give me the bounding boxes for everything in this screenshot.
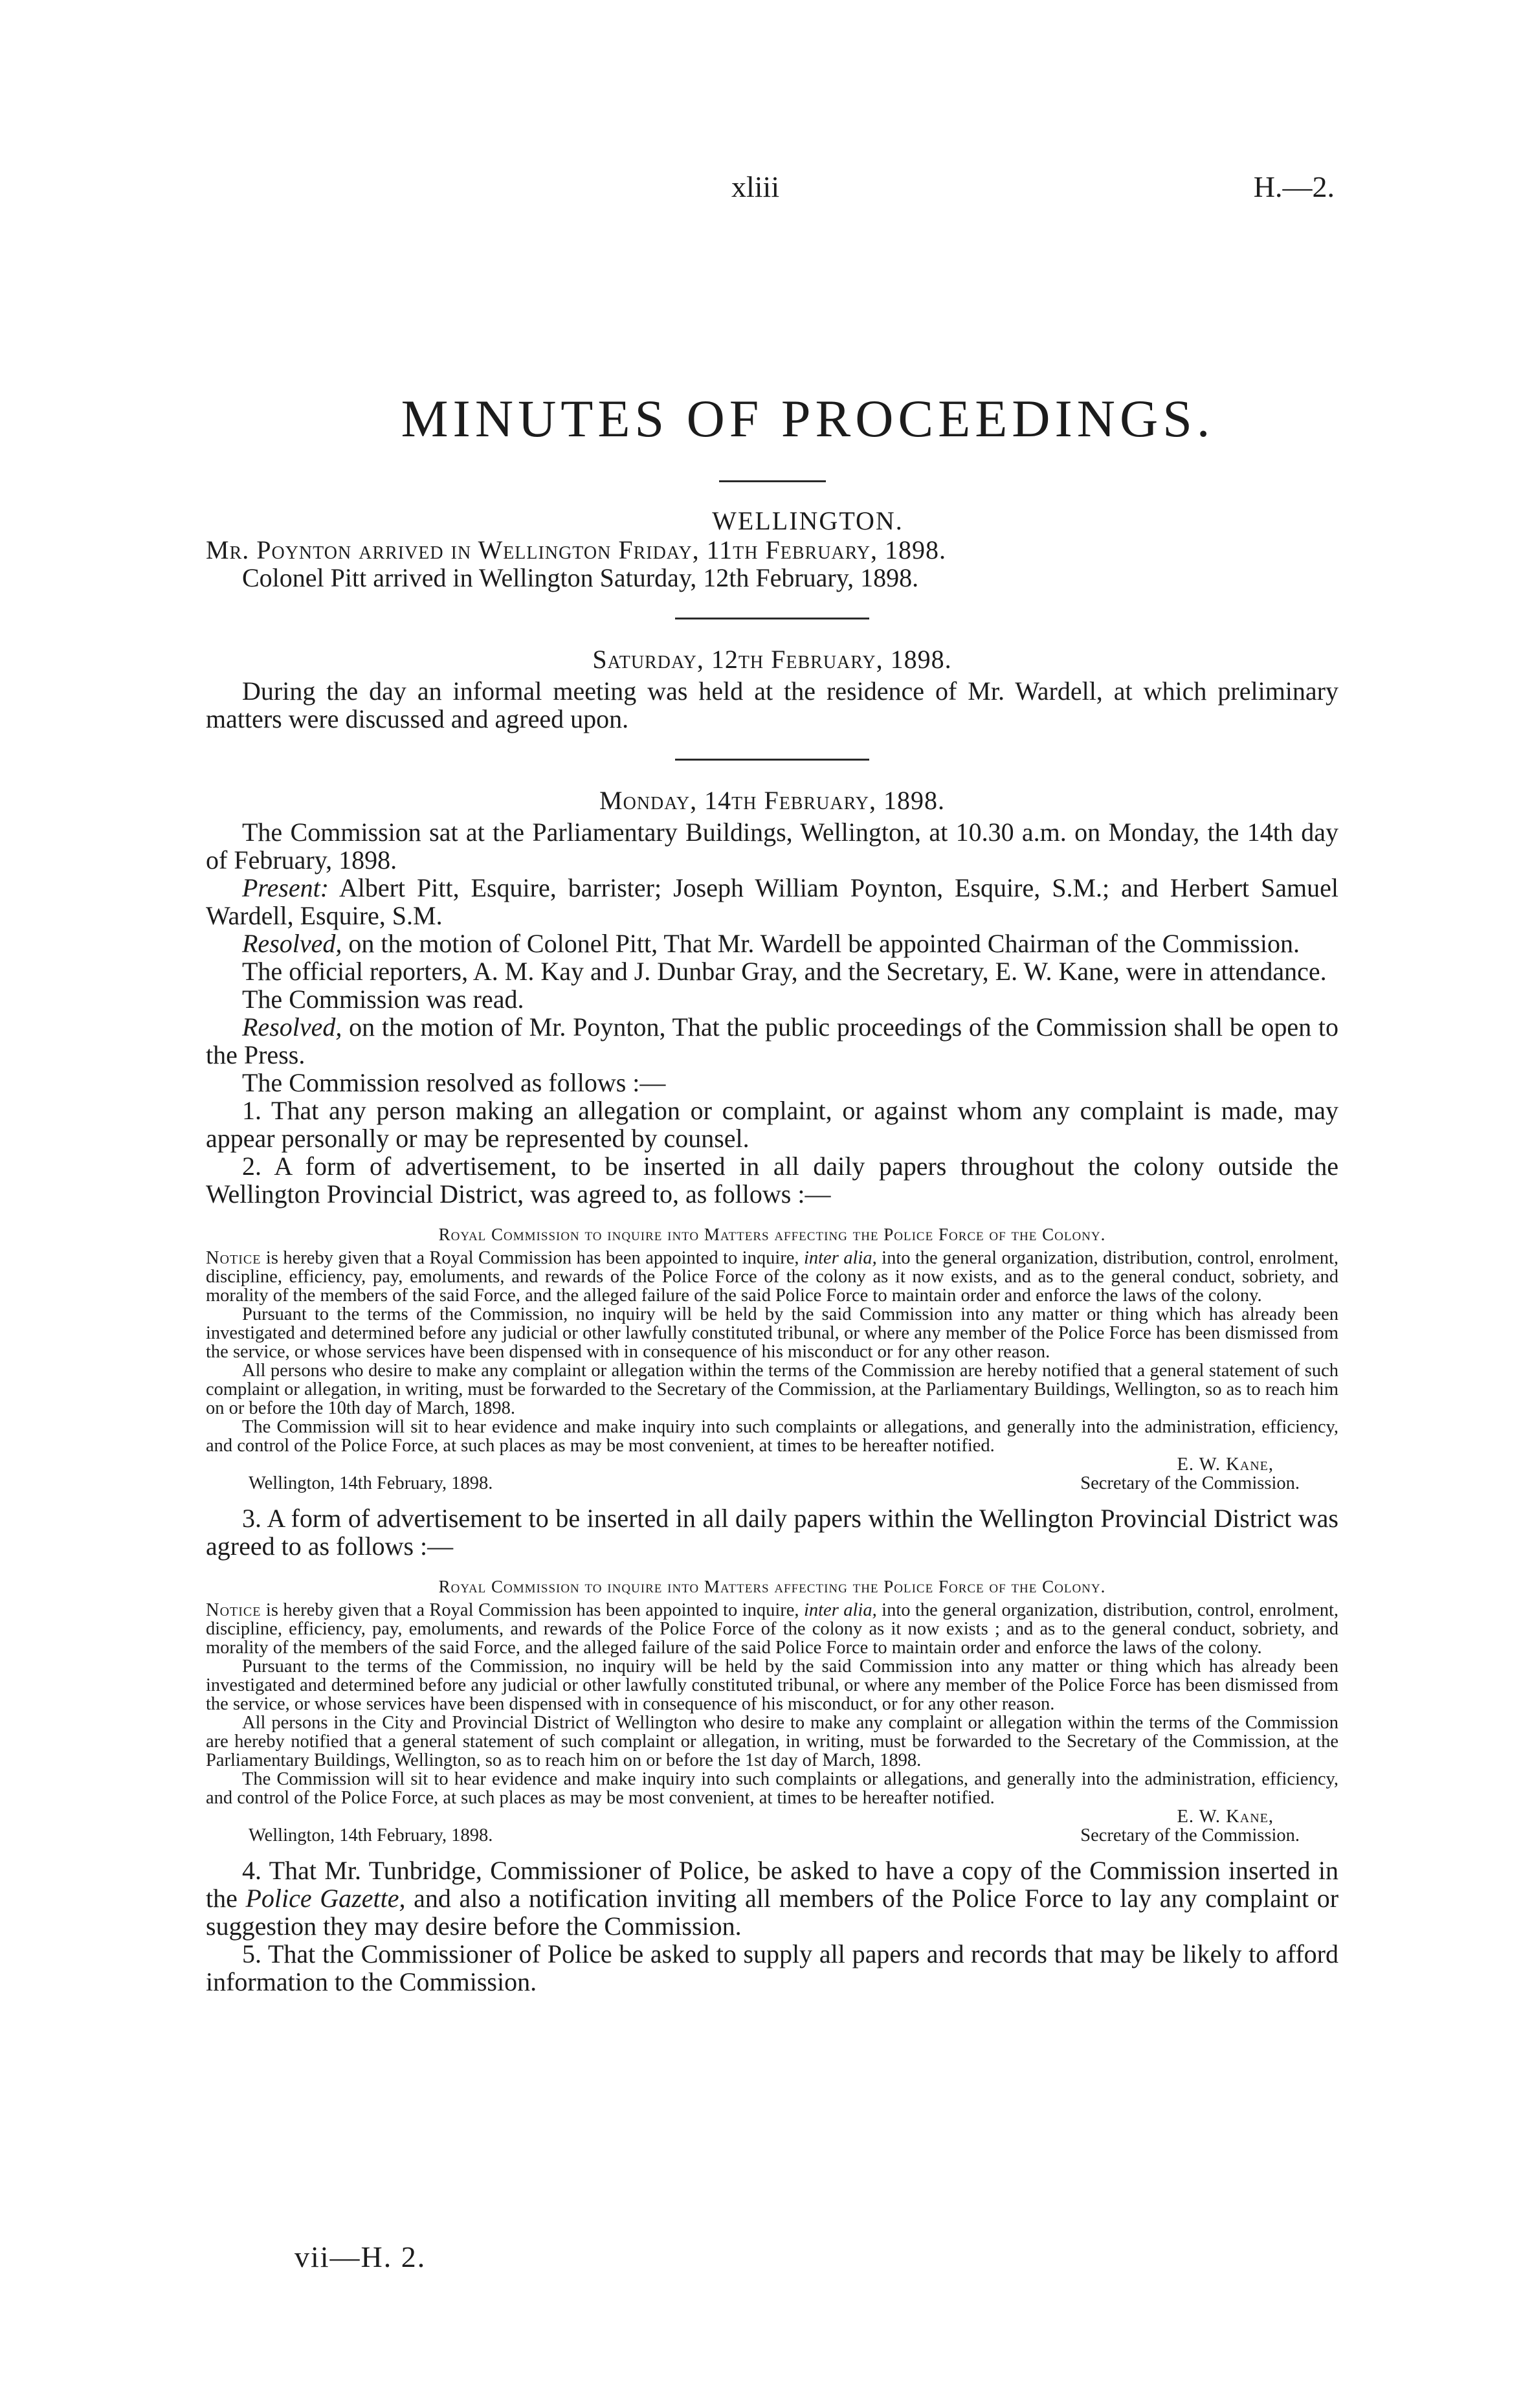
notice-heading: Royal Commission to inquire into Matters affecting the Police Force of the Colony.: [438, 1225, 1106, 1244]
document-reference: H.—2.: [1253, 170, 1335, 203]
inter-alia: inter alia,: [803, 1600, 877, 1620]
resolution-press: [206, 1013, 1338, 1069]
item-3: 3. A form of advertisement to be inserted in all daily papers within the Wellington Provincial District was agreed to as follows :—: [206, 1504, 1338, 1561]
page-title: MINUTES OF PROCEEDINGS.: [401, 389, 1215, 448]
signatory-title: Secretary of the Commission.: [1080, 1825, 1300, 1845]
page-number: xliii: [731, 170, 780, 203]
present-paragraph: [206, 874, 1338, 930]
running-header: [0, 170, 1521, 208]
notice-paragraph: [206, 1249, 1338, 1305]
resolved-as-follows: The Commission resolved as follows :—: [242, 1068, 666, 1097]
notice-paragraph: The Commission will sit to hear evidence and make inquiry into such complaints or allegations, and generally into the administration, efficiency, and control of the Police Force, at such places as may be most convenient, at times to be hereafter notified.: [206, 1769, 1338, 1808]
notice-word: Notice: [206, 1600, 261, 1620]
signature-row: [206, 1474, 1338, 1493]
notice-paragraph: [206, 1601, 1338, 1657]
notice-paragraph: Pursuant to the terms of the Commission, no inquiry will be held by the said Commission into any matter or thing which has already been investigated and determined before any judicial or other lawfully constituted tribunal, or where any member of the Police Force has been dismissed from the service, or whose services have been dispensed with in consequence of his misconduct, or for any other reason.: [206, 1656, 1338, 1714]
resolution-chairman-text: on the motion of Colonel Pitt, That Mr. Wardell be appointed Chairman of the Commission.: [348, 929, 1300, 958]
item-5: 5. That the Commissioner of Police be asked to supply all papers and records that may be likely to afford information to the Commission.: [206, 1939, 1338, 1996]
signatory-title: Secretary of the Commission.: [1080, 1473, 1300, 1493]
resolution-press-text: on the motion of Mr. Poynton, That the public proceedings of the Commission shall be open to the Press.: [206, 1012, 1338, 1069]
item-4-text: 4. That Mr. Tunbridge, Commissioner of Police, be asked to have a copy of the Commission inserted in the: [206, 1856, 1338, 1913]
commission-read: The Commission was read.: [242, 985, 524, 1014]
present-text: Albert Pitt, Esquire, barrister; Joseph William Poynton, Esquire, S.M.; and Herbert Samuel Wardell, Esquire, S.M.: [206, 873, 1338, 930]
signature-row: [206, 1826, 1338, 1845]
resolved-label: Resolved,: [242, 1012, 342, 1042]
signatory-name: E. W. Kane,: [1177, 1455, 1274, 1475]
notice-paragraph: Pursuant to the terms of the Commission, no inquiry will be held by the said Commission into any matter or thing which has already been investigated and determined before any judicial or other lawfully constituted tribunal, or where any member of the Police Force has been dismissed from the service, or whose services have been dispensed with in consequence of his misconduct or for any other reason.: [206, 1304, 1338, 1362]
notice-text: is hereby given that a Royal Commission has been appointed to inquire,: [265, 1248, 799, 1268]
notice-paragraph: The Commission will sit to hear evidence and make inquiry into such complaints or allegations, and generally into the administration, efficiency, and control of the Police Force, at such places as may be most convenient, at times to be hereafter notified.: [206, 1417, 1338, 1456]
inter-alia: inter alia,: [803, 1248, 877, 1268]
police-gazette: Police Gazette,: [245, 1884, 406, 1913]
resolved-label: Resolved,: [242, 929, 342, 958]
resolution-chairman: [206, 930, 1338, 957]
notice-word: Notice: [206, 1248, 261, 1268]
notice-text: into the general organization, distribution, control, enrolment, discipline, efficiency, pay, emoluments, and rewards of the Police Force of the colony as it now exists ; and as to the general conduct, sobriety, and morality of the members of the said Force, and the alleged failure of the said Police Force to maintain order and enforce the laws of the colony.: [206, 1600, 1339, 1658]
notice-paragraph: All persons who desire to make any complaint or allegation within the terms of the Commission are hereby notified that a general statement of such complaint or allegation, in writing, must be forwarded to the Secretary of the Commission, at the Parliamentary Buildings, Wellington, so as to reach him on or before the 10th day of March, 1898.: [206, 1361, 1338, 1418]
item-4-text: and also a notification inviting all members of the Police Force to lay any complaint or suggestion they may desire before the Commission.: [206, 1884, 1339, 1941]
location-heading: WELLINGTON.: [712, 506, 904, 535]
notice-heading: Royal Commission to inquire into Matters affecting the Police Force of the Colony.: [438, 1577, 1106, 1596]
advertisement-notice-1: [206, 1225, 1338, 1493]
place-date: Wellington, 14th February, 1898.: [249, 1473, 493, 1493]
reporters-paragraph: The official reporters, A. M. Kay and J. Dunbar Gray, and the Secretary, E. W. Kane, were in attendance.: [242, 957, 1327, 986]
date-heading-saturday: Saturday, 12th February, 1898.: [592, 645, 952, 674]
present-label: Present:: [242, 873, 329, 902]
divider: [675, 759, 869, 761]
printer-signature: vii—H. 2.: [294, 2240, 427, 2273]
notice-text: into the general organization, distribution, control, enrolment, discipline, efficiency, pay, emoluments, and rewards of the Police Force of the colony as it now exists, and as to the general conduct, sobriety, and morality of the members of the said Force, and the alleged failure of the said Police Force to maintain order and enforce the laws of the colony.: [206, 1248, 1339, 1306]
advertisement-notice-2: [206, 1577, 1338, 1845]
notice-paragraph: All persons in the City and Provincial District of Wellington who desire to make any complaint or allegation within the terms of the Commission are hereby notified that a general statement of such complaint or allegation, in writing, must be forwarded to the Secretary of the Commission, at the Parliamentary Buildings, Wellington, so as to reach him on or before the 1st day of March, 1898.: [206, 1713, 1338, 1770]
notice-text: is hereby given that a Royal Commission has been appointed to inquire,: [265, 1600, 799, 1620]
divider: [719, 480, 826, 482]
signature-row: [206, 1455, 1338, 1474]
arrival-pitt: Colonel Pitt arrived in Wellington Saturday, 12th February, 1898.: [242, 563, 919, 592]
informal-meeting-paragraph: During the day an informal meeting was held at the residence of Mr. Wardell, at which preliminary matters were discussed and agreed upon.: [206, 676, 1338, 733]
item-1: 1. That any person making an allegation or complaint, or against whom any complaint is made, may appear personally or may be represented by counsel.: [206, 1096, 1338, 1153]
divider: [675, 618, 869, 619]
page-content: [206, 388, 1338, 1996]
signatory-name: E. W. Kane,: [1177, 1807, 1274, 1827]
arrival-poynton: Mr. Poynton arrived in Wellington Friday, 11th February, 1898.: [206, 535, 946, 564]
sitting-paragraph: The Commission sat at the Parliamentary Buildings, Wellington, at 10.30 a.m. on Monday, the 14th day of February, 1898.: [206, 818, 1338, 875]
signature-row: [206, 1807, 1338, 1826]
place-date: Wellington, 14th February, 1898.: [249, 1825, 493, 1845]
item-2: 2. A form of advertisement, to be inserted in all daily papers throughout the colony outside the Wellington Provincial District, was agreed to, as follows :—: [206, 1152, 1338, 1209]
item-4: [206, 1856, 1338, 1940]
date-heading-monday: Monday, 14th February, 1898.: [599, 786, 945, 815]
